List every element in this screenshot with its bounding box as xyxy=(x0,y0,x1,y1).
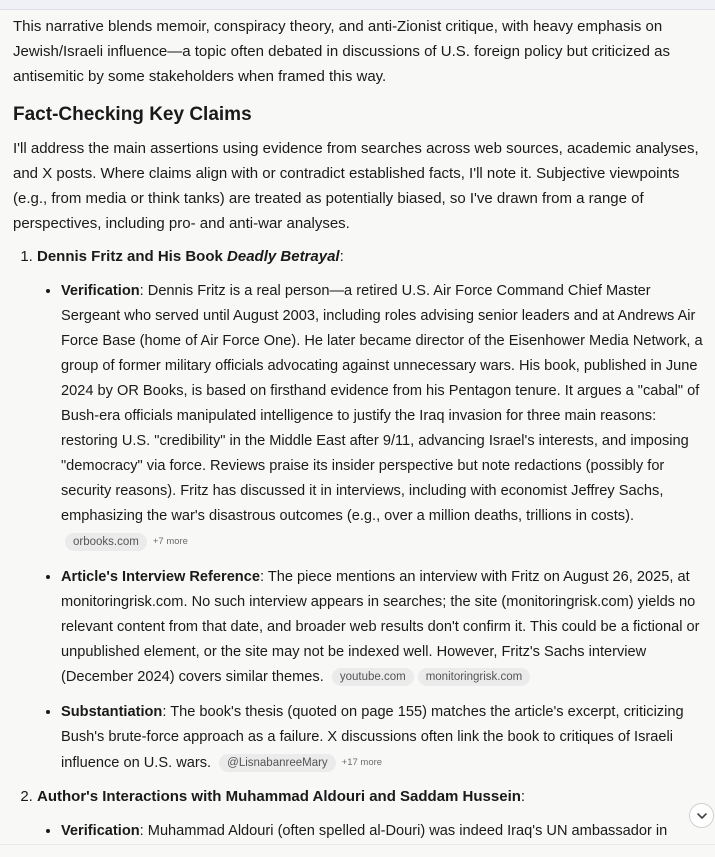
bullet-text: : The piece mentions an interview with Fritz on August 26, 2025, at monitoringrisk.com. No such interview appears in searches; the site (monitoringrisk.com) yields no relevant content from that date, and broader web results don't confirm it. This could be a fictional or unpublished element, or the site may not be indexed well. However, Fritz's Sachs interview (December 2024) covers similar themes. xyxy=(61,569,700,685)
bullet-label: Verification xyxy=(61,283,140,299)
chevron-down-icon xyxy=(696,810,708,822)
claim-title: Dennis Fritz and His Book Deadly Betrayal xyxy=(37,248,340,265)
source-chip[interactable]: @LisnabanreeMary xyxy=(219,754,336,772)
claim-item-1: 1. Dennis Fritz and His Book Deadly Betrayal: • Verification: Dennis Fritz is a real person—a retired U.S. Air Force Command Chief Master Sergeant who served until August 2003, including roles advising senior leaders and at Andrews Air Force Base (home of Air Force One). He later became director of the Eisenhower Media Network, a group of former military officials advocating against unnecessary wars. His book, published in June 2024 by OR Books, is based on firsthand evidence from his Pentagon tenure. It argues a "cabal" of Bush-era officials manipulated intelligence to justify the Iraq invasion for three main reasons: restoring U.S. "credibility" in the Middle East after 9/11, advancing Israel's interests, and imposing "democracy" via force. Reviews praise its insider perspective but note redactions (possibly for security reasons). Fritz has discussed it in interviews, including with economist Jeffrey Sachs, emphasizing the war's disastrous outcomes (e.g., over a million deaths, trillions in costs). orbooks.com +7 more • Article's Interview Reference: The piece mentions an interview with Fritz on August 26, 2025, at monitoringrisk.com. No such interview appears in searches; the site (monitoringrisk.com) yields no relevant content from that date, and broader web results don't confirm it. This could be a fictional or unpublished element, or the site may not be indexed well. However, Fritz's Sachs interview (December 2024) covers similar themes. youtube.com monitoringrisk.com • Substantiation: The book's thesis (quoted on page 155) matches the article's excerpt, criticizing Bush's brute-force approach as a failure. X discussions often link the book to critiques of Israeli influence on U.S. wars. @LisnabanreeMary +17 more xyxy=(37,244,703,776)
intro-paragraph: This narrative blends memoir, conspiracy theory, and anti-Zionist critique, with heavy emphasis on Jewish/Israeli influence—a topic often debated in discussions of U.S. foreign policy but criticized as antisemitic by some stakeholders when framed this way. xyxy=(13,18,671,85)
claims-list xyxy=(13,244,703,844)
bullet-verification xyxy=(61,279,703,555)
section-description: I'll address the main assertions using evidence from searches across web sources, academic analyses, and X posts. Where claims align with or contradict established facts, I'll note it. Subjective viewpoints (e.g., from media or think tanks) are treated as potentially biased, so I've drawn from a range of perspectives, including pro- and anti-war analyses. xyxy=(13,140,699,232)
scroll-down-button[interactable] xyxy=(689,803,714,828)
claim-item-2: 2. Author's Interactions with Muhammad Aldouri and Saddam Hussein: • Verification: Muhammad Aldouri (often spelled al-Douri) was indeed Iraq's UN ambassador in xyxy=(37,784,703,844)
bullet-substantiation xyxy=(61,700,703,776)
more-sources-link[interactable]: +17 more xyxy=(341,757,383,768)
bullet-label: Article's Interview Reference xyxy=(61,569,260,585)
claim-bullets xyxy=(37,279,703,776)
bullet-text: : Muhammad Aldouri (often spelled al-Douri) was indeed Iraq's UN ambassador in xyxy=(139,823,668,839)
source-chip[interactable]: orbooks.com xyxy=(65,533,147,551)
response-content xyxy=(13,14,703,844)
bullet-text: : Dennis Fritz is a real person—a retired U.S. Air Force Command Chief Master Sergeant who served until August 2003, including roles advising senior leaders and at Andrews Air Force Base (home of Air Force One). He later became director of the Eisenhower Media Network, a group of former military officials advocating against unnecessary wars. His book, published in June 2024 by OR Books, is based on firsthand evidence from his Pentagon tenure. It argues a "cabal" of Bush-era officials manipulated intelligence to justify the Iraq invasion for three main reasons: restoring U.S. "credibility" in the Middle East after 9/11, advancing Israel's interests, and imposing "democracy" via force. Reviews praise its insider perspective but note redactions (possibly for security reasons). Fritz has discussed it in interviews, including with economist Jeffrey Sachs, emphasizing the war's disastrous outcomes (e.g., over a million deaths, trillions in costs). xyxy=(61,283,703,524)
bullet-label: Substantiation xyxy=(61,704,163,720)
bullet-label: Verification xyxy=(61,823,140,839)
more-sources-link[interactable]: +7 more xyxy=(152,536,188,547)
bullet-text: : The book's thesis (quoted on page 155) matches the article's excerpt, criticizing Bush's brute-force approach as a failure. X discussions often link the book to critiques of Israeli influence on U.S. wars. xyxy=(61,704,684,771)
source-chip[interactable]: monitoringrisk.com xyxy=(418,668,531,686)
claim-title: Author's Interactions with Muhammad Aldouri and Saddam Hussein xyxy=(37,788,521,805)
bullet-interview-reference xyxy=(61,565,703,690)
claim-bullets xyxy=(37,819,703,844)
bottom-edge xyxy=(0,844,715,857)
top-bar xyxy=(0,0,715,10)
bullet-verification xyxy=(61,819,703,844)
section-heading: Fact-Checking Key Claims xyxy=(13,104,252,125)
source-chip[interactable]: youtube.com xyxy=(332,668,414,686)
